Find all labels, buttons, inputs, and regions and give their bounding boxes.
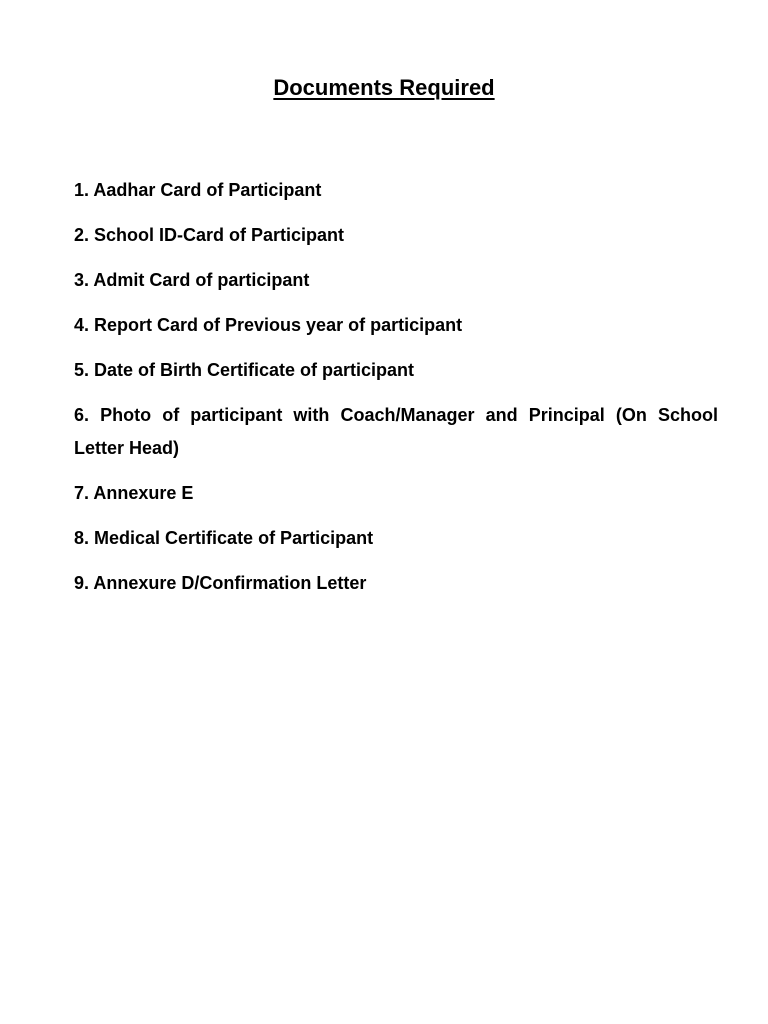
list-item-admit-card: 3. Admit Card of participant bbox=[74, 270, 310, 290]
list-item-medical-certificate: 8. Medical Certificate of Participant bbox=[74, 528, 374, 548]
page-title-text: Documents Required bbox=[273, 75, 495, 100]
page-title bbox=[0, 72, 768, 104]
list-item-report-card: 4. Report Card of Previous year of participant bbox=[74, 315, 463, 335]
list-item-aadhar-card: 1. Aadhar Card of Participant bbox=[74, 180, 322, 200]
list-item-photo: 6. Photo of participant with Coach/Manager and Principal (On School Letter Head) bbox=[74, 405, 718, 458]
list-item-birth-certificate: 5. Date of Birth Certificate of participant bbox=[74, 360, 415, 380]
list-item-school-id-card: 2. School ID-Card of Participant bbox=[74, 225, 345, 245]
list-item-annexure-e: 7. Annexure E bbox=[74, 483, 194, 503]
documents-list bbox=[74, 174, 718, 612]
list-item-annexure-d: 9. Annexure D/Confirmation Letter bbox=[74, 573, 367, 593]
